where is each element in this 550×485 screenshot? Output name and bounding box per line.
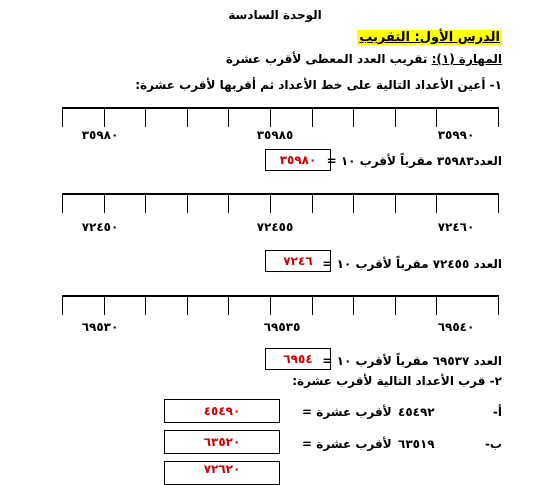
number-line-tick — [104, 193, 105, 213]
item-phrase: لأقرب عشرة = — [302, 437, 392, 451]
number-line-tick — [187, 295, 188, 315]
skill-label: المهارة (١): — [431, 52, 502, 66]
number-line-tick — [145, 193, 146, 213]
number-line-tick — [228, 295, 229, 315]
rounding-sentence-1: العدد٣٥٩٨٣ مقرباً لأقرب ١٠ = — [326, 154, 502, 168]
unit-title: الوحدة السادسة — [228, 8, 322, 22]
number-line-axis — [62, 193, 498, 195]
item-answer-box[interactable]: ٧٢٦٢٠ — [164, 461, 280, 485]
item-answer-box[interactable]: ٤٥٤٩٠ — [164, 399, 280, 423]
number-line-tick — [498, 107, 499, 127]
rounding-sentence-2: العدد ٧٢٤٥٥ مقرباً لأقرب ١٠ = — [322, 257, 502, 271]
number-line-tick — [498, 295, 499, 315]
number-line-tick — [270, 193, 271, 213]
number-line-tick — [145, 295, 146, 315]
number-line-axis — [62, 107, 498, 109]
number-line-label: ٧٢٤٥٥ — [256, 220, 294, 234]
number-line-label: ٣٥٩٨٠ — [81, 128, 119, 142]
number-line-tick — [353, 295, 354, 315]
answer-box-2[interactable]: ٧٢٤٦ — [265, 250, 331, 272]
answer-box-1[interactable]: ٣٥٩٨٠ — [265, 149, 331, 171]
number-line-label: ٦٩٥٣٠ — [81, 320, 119, 334]
number-line-label: ٧٢٤٥٠ — [81, 220, 119, 234]
number-line-tick — [395, 193, 396, 213]
number-line-tick — [270, 107, 271, 127]
number-line-tick — [498, 193, 499, 213]
number-line-label: ٣٥٩٨٥ — [256, 128, 294, 142]
item-letter: أ- — [492, 405, 502, 419]
lesson-title: الدرس الأول: التقريب — [359, 30, 500, 45]
number-line-tick — [395, 107, 396, 127]
number-line-tick — [187, 107, 188, 127]
number-line-tick — [62, 107, 63, 127]
item-letter: ب- — [484, 437, 502, 451]
number-line-tick — [436, 295, 437, 315]
item-number: ٤٥٤٩٢ — [398, 405, 435, 419]
answer-box-3[interactable]: ٦٩٥٤ — [265, 348, 331, 370]
number-line-tick — [270, 295, 271, 315]
number-line-tick — [312, 107, 313, 127]
number-line-label: ٧٢٤٦٠ — [437, 220, 475, 234]
rounding-sentence-3: العدد ٦٩٥٣٧ مقرباً لأقرب ١٠ = — [322, 354, 502, 368]
number-line-label: ٦٩٥٤٠ — [437, 320, 475, 334]
number-line-tick — [395, 295, 396, 315]
question-1-prompt: ١- أعين الأعداد التالية على خط الأعداد ثم أقربها لأقرب عشرة: — [135, 78, 502, 92]
number-line-tick — [436, 107, 437, 127]
question-2-prompt: ٢- قرب الأعداد التالية لأقرب عشرة: — [292, 374, 502, 388]
number-line-tick — [436, 193, 437, 213]
item-number: ٦٣٥١٩ — [398, 437, 435, 451]
number-line-tick — [104, 295, 105, 315]
number-line-tick — [228, 107, 229, 127]
number-line-tick — [312, 193, 313, 213]
number-line-label: ٣٥٩٩٠ — [437, 128, 475, 142]
number-line-tick — [353, 107, 354, 127]
number-line-tick — [145, 107, 146, 127]
number-line-label: ٦٩٥٣٥ — [263, 320, 301, 334]
skill-heading — [226, 52, 502, 66]
number-line-tick — [187, 193, 188, 213]
number-line-tick — [353, 193, 354, 213]
item-phrase: لأقرب عشرة = — [302, 405, 392, 419]
skill-text: تقريب العدد المعطى لأقرب عشرة — [225, 52, 432, 66]
number-line-tick — [62, 193, 63, 213]
number-line-axis — [62, 295, 498, 297]
item-answer-box[interactable]: ٦٣٥٢٠ — [164, 430, 280, 454]
number-line-tick — [104, 107, 105, 127]
number-line-tick — [312, 295, 313, 315]
number-line-tick — [228, 193, 229, 213]
number-line-tick — [62, 295, 63, 315]
